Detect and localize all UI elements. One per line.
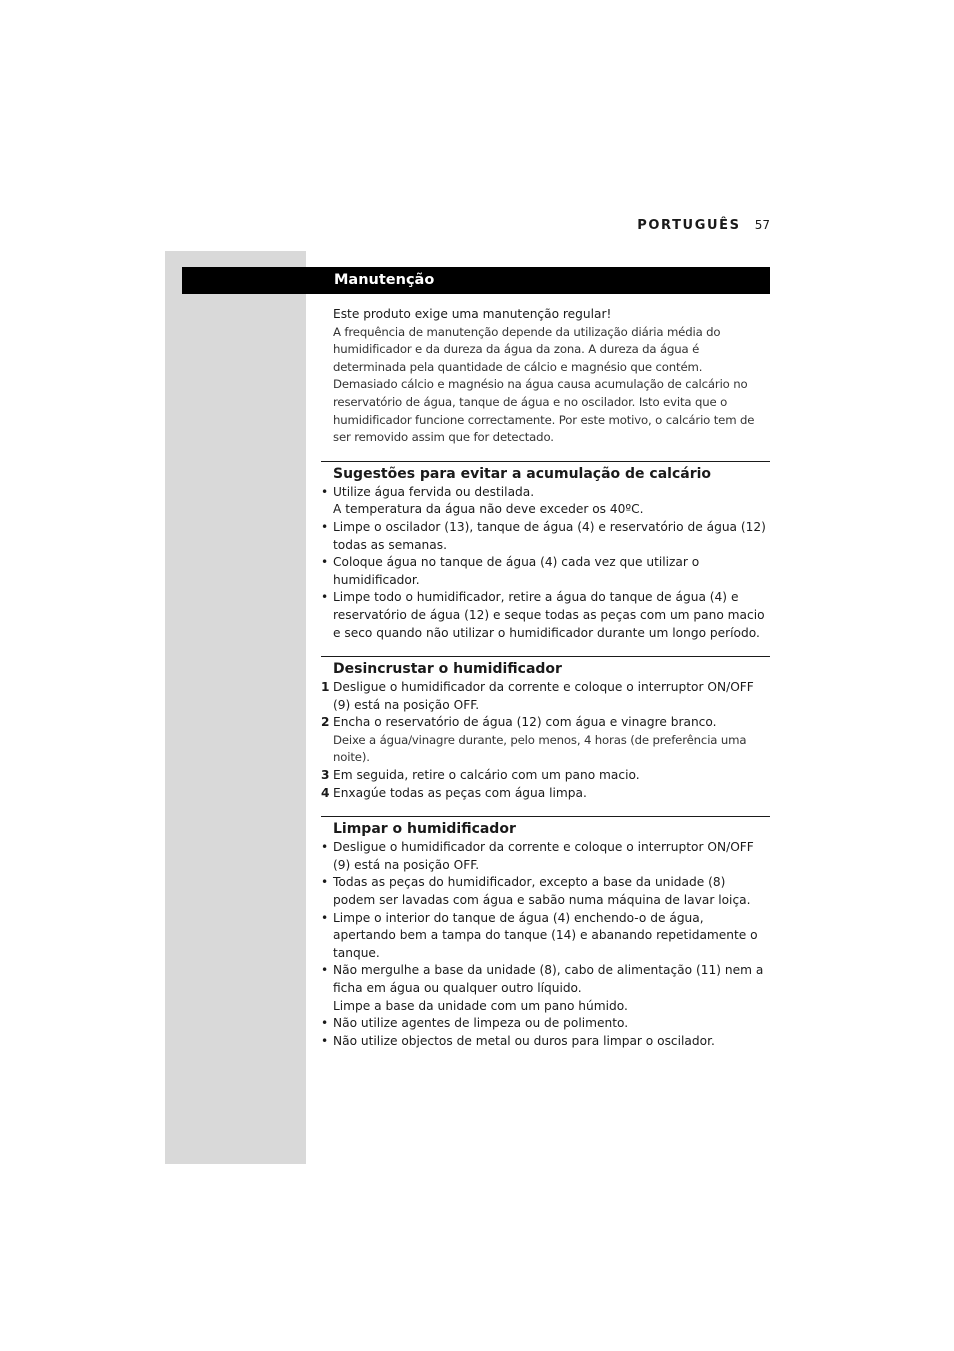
clean-list — [321, 839, 770, 1050]
list-item — [321, 1015, 770, 1033]
language-label: PORTUGUÊS — [637, 218, 741, 233]
list-item-text: Limpe o oscilador (13), tanque de água (4) e reservatório de água (12) todas as semanas. — [333, 519, 766, 552]
sidebar-band — [165, 251, 306, 1164]
step-text: Desligue o humidificador da corrente e coloque o interruptor ON/OFF (9) está na posição OFF. — [333, 680, 754, 712]
main-content — [321, 306, 770, 1050]
list-item-text: Desligue o humidificador da corrente e coloque o interruptor ON/OFF (9) está na posição OFF. — [333, 840, 754, 872]
step-item — [321, 679, 770, 714]
list-item-text: Limpe todo o humidificador, retire a água do tanque de água (4) e reservatório de água (12) e seque todas as peças com um pano macio e seco quando não utilizar o humidificador durante um longo período. — [333, 590, 765, 640]
intro-body: A frequência de manutenção depende da utilização diária média do humidificador e da dureza da água da zona. A dureza da água é determinada pela quantidade de cálcio e magnésio que contém. Demasiado cálcio e magnésio na água causa acumulação de calcário no reservatório de água, tanque de água e no oscilador. Isto evita que o humidificador funcione correctamente. Por este motivo, o calcário tem de ser removido assim que for detectado. — [333, 324, 755, 445]
page-number: 57 — [754, 218, 770, 232]
page-title: Manutenção — [334, 272, 435, 288]
step-text: Encha o reservatório de água (12) com água e vinagre branco. — [333, 715, 717, 730]
list-item — [321, 589, 770, 642]
list-item — [321, 484, 770, 519]
step-number: 4 — [321, 785, 330, 800]
bullet-marker: • — [321, 875, 329, 890]
list-item — [321, 1033, 770, 1051]
step-note: Deixe a água/vinagre durante, pelo menos, 4 horas (de preferência uma noite). — [333, 732, 747, 765]
list-item-text: Utilize água fervida ou destilada. — [333, 484, 535, 499]
bullet-marker: • — [321, 963, 329, 978]
bullet-marker: • — [321, 1033, 329, 1048]
clean-heading: Limpar o humidificador — [333, 821, 516, 838]
bullet-marker: • — [321, 519, 329, 534]
intro — [321, 306, 770, 447]
list-item — [321, 962, 770, 1015]
step-text: Enxagúe todas as peças com água limpa. — [333, 785, 587, 800]
list-item — [321, 874, 770, 909]
list-item-text: Todas as peças do humidificador, excepto a base da unidade (8) podem ser lavadas com água e sabão numa máquina de lavar loiça. — [333, 875, 751, 908]
descale-steps — [321, 679, 770, 802]
descale-section — [321, 656, 770, 802]
list-item-text: Não mergulhe a base da unidade (8), cabo de alimentação (11) nem a ficha em água ou qualquer outro líquido. — [333, 963, 764, 995]
bullet-marker: • — [321, 555, 329, 570]
bullet-marker: • — [321, 840, 329, 855]
bullet-marker: • — [321, 590, 329, 605]
intro-lead: Este produto exige uma manutenção regular! — [333, 307, 612, 321]
list-item — [321, 554, 770, 589]
bullet-marker: • — [321, 910, 329, 925]
section-title-bar — [182, 267, 770, 294]
list-item-extra: Limpe a base da unidade com um pano húmido. — [333, 998, 628, 1013]
list-item-text: Limpe o interior do tanque de água (4) enchendo-o de água, apertando bem a tampa do tanque (14) e abanando repetidamente o tanque. — [333, 910, 758, 960]
running-header — [637, 216, 770, 235]
clean-section — [321, 816, 770, 1050]
list-item-text: Não utilize agentes de limpeza ou de polimento. — [333, 1016, 629, 1031]
tips-list — [321, 484, 770, 642]
step-item — [321, 714, 770, 767]
list-item-text: Coloque água no tanque de água (4) cada vez que utilizar o humidificador. — [333, 555, 700, 587]
step-text: Em seguida, retire o calcário com um pano macio. — [333, 768, 640, 783]
list-item — [321, 910, 770, 963]
bullet-marker: • — [321, 1016, 329, 1031]
step-item — [321, 785, 770, 803]
bullet-marker: • — [321, 484, 329, 499]
tips-section — [321, 461, 770, 642]
step-number: 2 — [321, 715, 330, 730]
step-number: 3 — [321, 768, 330, 783]
descale-heading: Desincrustar o humidificador — [333, 661, 562, 678]
list-item-text: Não utilize objectos de metal ou duros para limpar o oscilador. — [333, 1033, 715, 1048]
tips-heading: Sugestões para evitar a acumulação de calcário — [333, 465, 712, 482]
list-item — [321, 519, 770, 554]
step-item — [321, 767, 770, 785]
step-number: 1 — [321, 680, 330, 695]
list-item — [321, 839, 770, 874]
list-item-extra: A temperatura da água não deve exceder os 40ºC. — [333, 502, 644, 517]
